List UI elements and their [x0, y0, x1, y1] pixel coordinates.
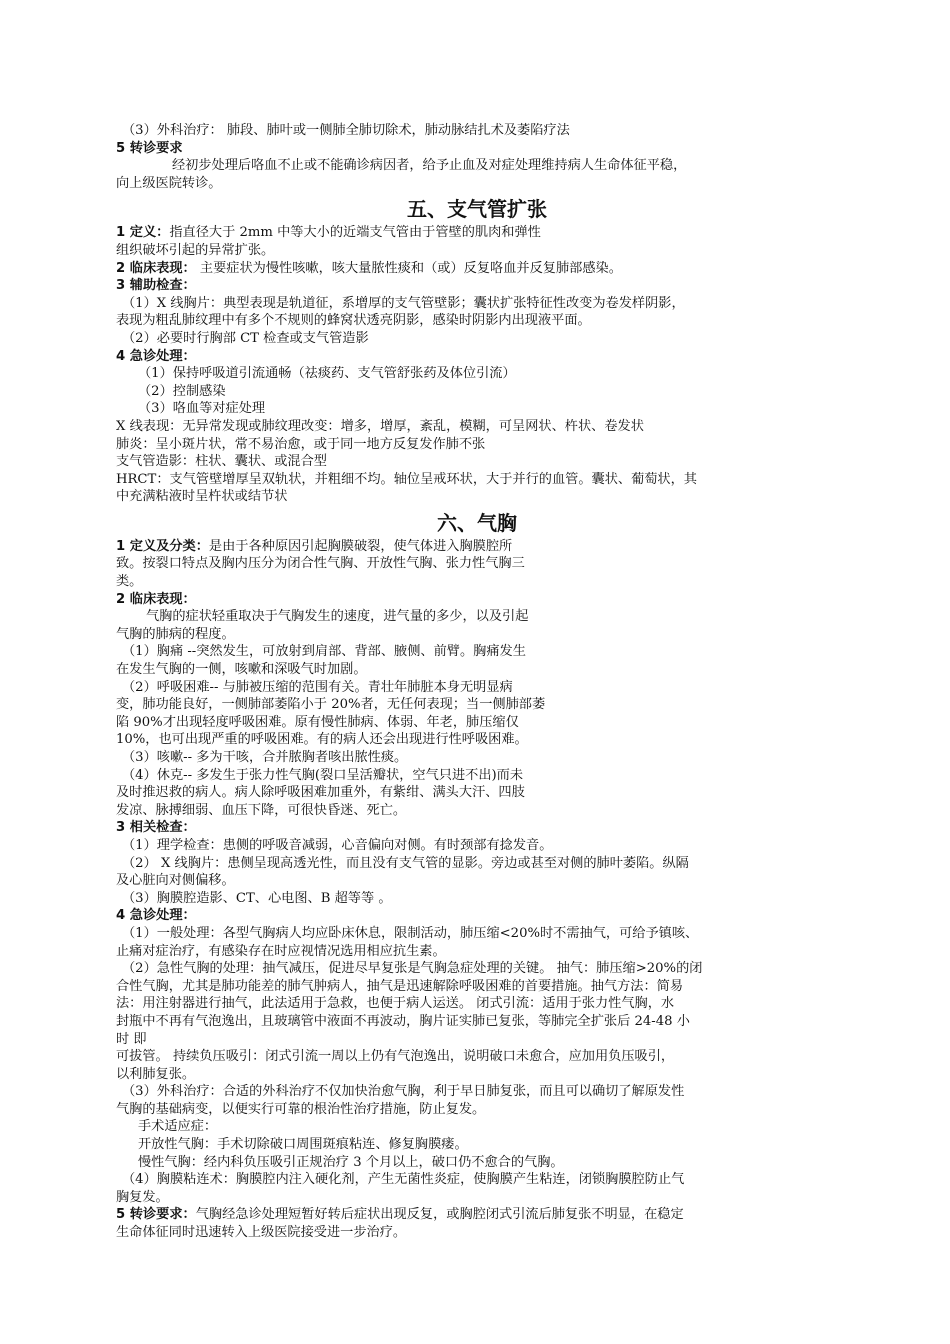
referral-label: 5 转诊要求： — [116, 1207, 196, 1223]
emergency-item-1: （1）保持呼吸道引流通畅（祛痰药、支气管舒张药及体位引流） — [138, 366, 516, 382]
emergency-item-2: （2）控制感染 — [138, 383, 226, 399]
section-title-bronchiectasis: 五、支气管扩张 — [407, 197, 547, 222]
acute-treatment-item-cont-2: 法：用注射器进行抽气，此法适用于急救，也便于病人运送。 闭式引流：适用于张力性气胸，水 — [116, 996, 675, 1012]
clinical-label: 2 临床表现： — [116, 260, 196, 276]
dyspnea-item-cont-3: 10%，也可出现严重的呼吸困难。有的病人还会出现进行性呼吸困难。 — [116, 732, 528, 748]
cough-item: （3）咳嗽-- 多为干咳，合并脓胸者咳出脓性痰。 — [122, 750, 408, 765]
hrct-findings: HRCT：支气管壁增厚呈双轨状，并粗细不均。轴位呈戒环状，大于并行的血管。囊状、葡萄状，其 — [116, 471, 697, 487]
surgery-item: （3）外科治疗：合适的外科治疗不仅加快治愈气胸，利于早日肺复张，而且可以确切了解原发性 — [122, 1084, 685, 1100]
definition-text-cont: 致。按裂口特点及胸内压分为闭合性气胸、开放性气胸、张力性气胸三 — [116, 556, 525, 572]
acute-treatment-item-cont: 合性气胸，尤其是肺功能差的肺气肿病人，抽气是迅速解除呼吸困难的首要措施。抽气方法：简易 — [116, 978, 684, 994]
imaging-item: （3）胸膜腔造影、CT、心电图、B 超等等 。 — [122, 890, 392, 906]
emergency-label: 4 急诊处理： — [116, 348, 196, 364]
xray-item: （2） X 线胸片：患侧呈现高透光性，而且没有支气管的显影。旁边或甚至对侧的肺叶萎陷。纵隔 — [122, 855, 689, 871]
referral-heading: 5 转诊要求 — [116, 140, 183, 156]
general-treatment-item: （1）一般处理：各型气胸病人均应卧床休息，限制活动，肺压缩<20%时不需抽气，可给予镇咳、 — [122, 925, 699, 941]
shock-item: （4）休克-- 多发生于张力性气胸(裂口呈活瓣状，空气只进不出)而未 — [122, 767, 524, 783]
clinical-label: 2 临床表现： — [116, 591, 196, 607]
general-treatment-item-cont: 止痛对症治疗，有感染存在时应视情况选用相应抗生素。 — [116, 943, 446, 959]
dyspnea-item: （2）呼吸困难-- 与肺被压缩的范围有关。青壮年肺脏本身无明显病 — [122, 679, 513, 695]
shock-item-cont-2: 发凉、脉搏细弱、血压下降，可很快昏迷、死亡。 — [116, 802, 407, 818]
auxiliary-item-1-cont: 表现为粗乱肺纹理中有多个不规则的蜂窝状透亮阴影，感染时阴影内出现液平面。 — [116, 313, 591, 329]
auxiliary-item-1: （1）X 线胸片：典型表现是轨道征，系增厚的支气管壁影；囊状扩张特征性改变为卷发样阴影， — [122, 295, 685, 311]
auxiliary-label: 3 辅助检查： — [116, 278, 196, 294]
section-title-pneumothorax: 六、气胸 — [437, 510, 517, 535]
emergency-item-3: （3）咯血等对症处理 — [138, 401, 266, 417]
auxiliary-item-2: （2）必要时行胸部 CT 检查或支气管造影 — [122, 330, 369, 346]
bronchography-findings: 支气管造影：柱状、囊状、或混合型 — [116, 454, 327, 470]
surgery-line: （3）外科治疗： 肺段、肺叶或一侧肺全肺切除术，肺动脉结扎术及萎陷疗法 — [122, 123, 570, 138]
hrct-findings-cont: 中充满粘液时呈杵状或结节状 — [116, 489, 288, 505]
xray-findings: X 线表现：无异常发现或肺纹理改变：增多，增厚，紊乱，模糊，可呈网状、杵状、卷发状 — [116, 418, 644, 434]
acute-treatment-item-cont-3: 封瓶中不再有气泡逸出，且玻璃管中液面不再波动，胸片证实肺已复张，等肺完全扩张后 24-48 小 — [116, 1013, 690, 1029]
definition-label: 1 定义及分类： — [116, 538, 209, 554]
definition-line — [116, 538, 838, 556]
referral-text-cont: 生命体征同时迅速转入上级医院接受进一步治疗。 — [116, 1225, 407, 1241]
related-exam-label: 3 相关检查： — [116, 820, 196, 836]
acute-treatment-item-cont-4: 时 即 — [116, 1031, 147, 1047]
chest-pain-item-cont: 在发生气胸的一侧，咳嗽和深吸气时加剧。 — [116, 662, 367, 678]
chronic-pneumothorax: 慢性气胸：经内科负压吸引正规治疗 3 个月以上，破口仍不愈合的气胸。 — [138, 1154, 564, 1170]
surgery-item-cont: 气胸的基础病变，以便实行可靠的根治性治疗措施，防止复发。 — [116, 1101, 486, 1117]
chest-pain-item: （1）胸痛 --突然发生，可放射到肩部、背部、腋侧、前臂。胸痛发生 — [122, 644, 526, 660]
clinical-line — [116, 260, 838, 278]
definition-text-cont: 组织破坏引起的异常扩张。 — [116, 242, 275, 258]
pleurodesis-item-cont: 胸复发。 — [116, 1189, 169, 1205]
open-pneumothorax: 开放性气胸：手术切除破口周围斑痕粘连、修复胸膜瘘。 — [138, 1137, 468, 1153]
acute-treatment-item-cont-5: 可拔管。 持续负压吸引：闭式引流一周以上仍有气泡逸出，说明破口未愈合，应加用负压吸引， — [116, 1049, 675, 1065]
referral-line — [116, 1206, 838, 1224]
pleurodesis-item: （4）胸膜粘连术：胸膜腔内注入硬化剂，产生无菌性炎症，使胸膜产生粘连，闭锁胸膜腔防止气 — [122, 1172, 685, 1188]
shock-item-cont: 及时推迟救的病人。病人除呼吸困难加重外，有紫绀、满头大汗、四肢 — [116, 785, 525, 801]
referral-text-cont: 向上级医院转诊。 — [116, 175, 222, 191]
physical-exam-item: （1）理学检查：患侧的呼吸音减弱，心音偏向对侧。有时颈部有捻发音。 — [122, 837, 553, 853]
clinical-text: 主要症状为慢性咳嗽，咳大量脓性痰和（或）反复咯血并反复肺部感染。 — [195, 260, 622, 276]
dyspnea-item-cont: 变，肺功能良好，一侧肺部萎陷小于 20%者，无任何表现；当一侧肺部萎 — [116, 697, 546, 713]
document-body — [116, 122, 838, 1242]
definition-line — [116, 224, 838, 242]
referral-text: 经初步处理后咯血不止或不能确诊病因者，给予止血及对症处理维持病人生命体征平稳， — [172, 158, 687, 174]
acute-treatment-item: （2）急性气胸的处理：抽气减压，促进尽早复张是气胸急症处理的关键。 抽气：肺压缩>20%的闭 — [122, 961, 703, 977]
definition-text-cont-2: 类。 — [116, 574, 143, 590]
pneumonia-findings: 肺炎：呈小斑片状，常不易治愈，或于同一地方反复发作肺不张 — [116, 436, 486, 452]
definition-text: 指直径大于 2mm 中等大小的近端支气管由于管壁的肌肉和弹性 — [169, 225, 541, 241]
clinical-text: 气胸的症状轻重取决于气胸发生的速度，进气量的多少，以及引起 — [146, 609, 529, 625]
definition-text: 是由于各种原因引起胸膜破裂，使气体进入胸膜腔所 — [208, 538, 513, 554]
clinical-text-cont: 气胸的肺病的程度。 — [116, 626, 235, 642]
xray-item-cont: 及心脏向对侧偏移。 — [116, 873, 235, 889]
acute-treatment-item-cont-6: 以利肺复张。 — [116, 1066, 196, 1082]
emergency-label: 4 急诊处理： — [116, 908, 196, 924]
referral-text: 气胸经急诊处理短暂好转后症状出现反复，或胸腔闭式引流后肺复张不明显，在稳定 — [195, 1207, 684, 1223]
dyspnea-item-cont-2: 陷 90%才出现轻度呼吸困难。原有慢性肺病、体弱、年老，肺压缩仅 — [116, 714, 519, 730]
definition-label: 1 定义： — [116, 225, 170, 241]
surgery-indications: 手术适应症： — [138, 1119, 218, 1135]
